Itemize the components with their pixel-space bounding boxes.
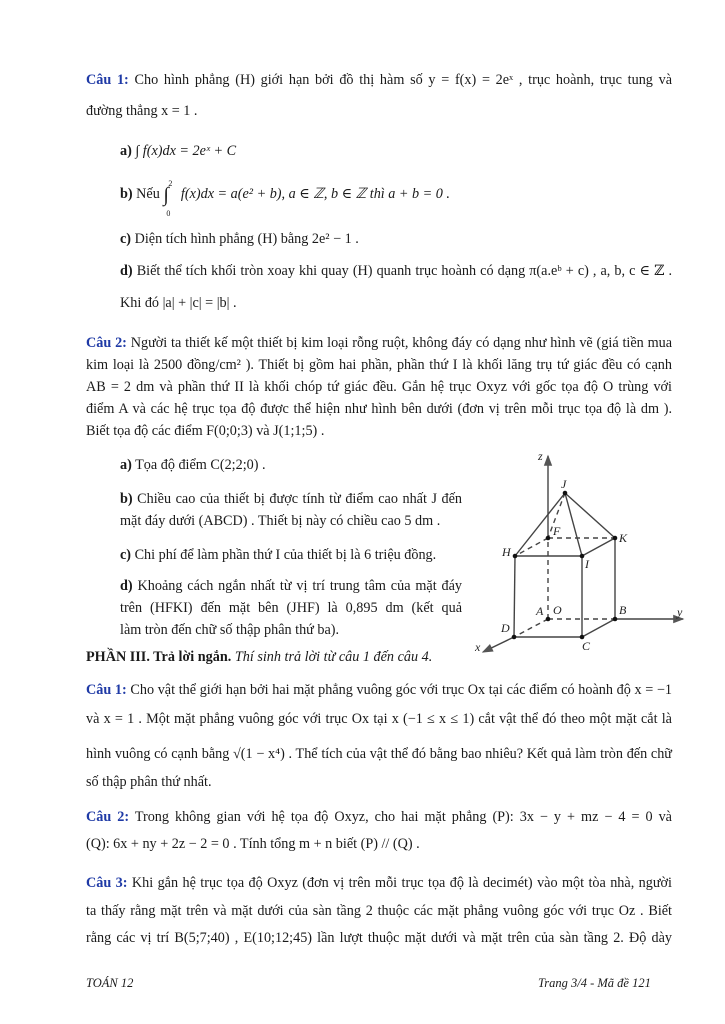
question-label: Câu 3: xyxy=(86,875,128,891)
edge-JI xyxy=(565,493,582,556)
point-H xyxy=(513,554,518,559)
q1-option-a xyxy=(120,141,236,161)
integral-upper-limit: 2 xyxy=(168,179,173,188)
q2-line1 xyxy=(86,333,672,353)
label-F: F xyxy=(553,524,561,538)
option-label: c) xyxy=(120,231,132,247)
footer-subject: TOÁN 12 xyxy=(86,976,134,990)
label-D: D xyxy=(501,621,510,635)
x-axis xyxy=(483,637,514,652)
edge-AD xyxy=(514,619,548,637)
label-J: J xyxy=(561,477,567,491)
part3-heading xyxy=(86,647,432,667)
q2-option-b xyxy=(120,489,462,509)
q-text: Trong không gian với hệ tọa độ Oxyz, cho hai mặt phẳng (P): 3x − y + mz − 4 = 0 và xyxy=(134,809,672,825)
option-label: d) xyxy=(120,578,133,594)
p3-q1-line4: số thập phân thứ nhất. xyxy=(86,774,212,790)
question-label: Câu 1: xyxy=(86,72,129,88)
q2-line5: Biết tọa độ các điểm F(0;0;3) và J(1;1;5) . xyxy=(86,423,325,439)
option-text: ∫ f(x)dx = 2eˣ + C xyxy=(135,143,237,159)
p3-q3-line1 xyxy=(86,873,672,893)
part3-subtitle: . Trả lời ngắn. xyxy=(146,649,232,665)
part3-title: PHẦN III xyxy=(86,649,147,665)
option-label: b) xyxy=(120,491,133,507)
option-label: a) xyxy=(120,143,132,159)
point-D xyxy=(512,635,517,640)
edge-IK xyxy=(582,538,615,556)
label-C: C xyxy=(582,639,591,653)
q1-option-b xyxy=(120,179,450,218)
question-label: Câu 2: xyxy=(86,809,130,825)
footer-page-info: Trang 3/4 - Mã đề 121 xyxy=(538,976,651,990)
label-K: K xyxy=(619,531,628,545)
p3-q2-line2: (Q): 6x + ny + 2z − 2 = 0 . Tính tổng m + n biết (P) // (Q) . xyxy=(86,836,420,852)
option-text: Diện tích hình phẳng (H) bằng 2e² − 1 . xyxy=(134,231,359,247)
option-text: Chi phí để làm phần thứ I của thiết bị là 6 triệu đồng. xyxy=(134,547,437,563)
edge-CB xyxy=(582,619,615,637)
q2-option-c xyxy=(120,545,436,565)
integral-sign: ∫ 2 0 xyxy=(163,184,177,205)
label-H: H xyxy=(502,545,511,559)
edge-FH xyxy=(515,538,548,556)
label-I: I xyxy=(585,557,589,571)
label-A: A xyxy=(536,604,544,618)
q2-line2: kim loại là 2500 đồng/cm² ). Thiết bị gồm hai phần, phần thứ I là khối lăng trụ tứ giác đều có cạnh xyxy=(86,357,672,373)
label-O: O xyxy=(553,603,562,617)
p3-q2-line1 xyxy=(86,807,672,827)
q2-text: Người ta thiết kế một thiết bị kim loại rỗng ruột, không đáy có dạng như hình vẽ (giá tiền mua xyxy=(130,335,672,351)
edge-JK xyxy=(565,493,615,538)
q2-option-d-line3: làm tròn đến chữ số thập phân thứ ba). xyxy=(120,622,340,638)
q-text: Khi gắn hệ trục tọa độ Oxyz (đơn vị trên mỗi trục tọa độ là decimét) vào một tòa nhà, người xyxy=(131,875,672,891)
option-text: Biết thể tích khối tròn xoay khi quay (H) quanh trục hoành có dạng π(a.eᵇ + c) , a, b, c ∈ ℤ . xyxy=(136,263,673,279)
q1-option-d xyxy=(120,261,672,281)
option-label: b) xyxy=(120,186,133,202)
q-text: Cho vật thể giới hạn bởi hai mặt phẳng vuông góc với trục Ox tại các điểm có hoành độ x = −1 xyxy=(130,682,672,698)
p3-q1-line3: hình vuông có cạnh bằng √(1 − x⁴) . Thể tích của vật thể đó bằng bao nhiêu? Kết quả làm tròn đến chữ xyxy=(86,746,672,762)
label-B: B xyxy=(619,603,627,617)
option-text: Tọa độ điểm C(2;2;0) . xyxy=(135,457,266,473)
point-J xyxy=(563,491,568,496)
q2-line4: điểm A và các hệ trục tọa độ được thể hiện như hình bên dưới (đơn vị trên mỗi trục tọa độ là dm ). xyxy=(86,401,672,417)
q2-option-d-line2: trên (HFKI) đến mặt bên (JHF) là 0,895 dm (kết quả xyxy=(120,600,462,616)
p3-q1-line2: và x = 1 . Một mặt phẳng vuông góc với trục Ox tại x (−1 ≤ x ≤ 1) cắt vật thể đó theo một mặt cắt là xyxy=(86,711,672,727)
q1-intro-line2: đường thẳng x = 1 . xyxy=(86,103,198,119)
point-I xyxy=(580,554,585,559)
p3-q3-line3: rằng các vị trí B(5;7;40) , E(10;12;45) lần lượt thuộc mặt dưới và mặt trên của sàn tầng 2. Độ dày xyxy=(86,930,672,946)
point-F xyxy=(546,536,551,541)
question-label: Câu 1: xyxy=(86,682,127,698)
integral-lower-limit: 0 xyxy=(166,209,171,218)
geometry-figure xyxy=(470,445,700,660)
q2-option-b-line2: mặt đáy dưới (ABCD) . Thiết bị này có chiều cao 5 dm . xyxy=(120,513,441,529)
q1-option-c xyxy=(120,229,359,249)
q2-line3: AB = 2 dm và phần thứ II là khối chóp tứ giác đều. Gắn hệ trục Oxyz với gốc tọa độ O trùng với xyxy=(86,379,672,395)
option-label: a) xyxy=(120,457,132,473)
q2-option-a xyxy=(120,455,266,475)
p3-q3-line2: ta thấy rằng mặt trên và mặt dưới của sàn tầng 2 thuộc các mặt phẳng vuông góc với trục Oz . Biết xyxy=(86,903,672,919)
point-K xyxy=(613,536,618,541)
q1-option-d-line2: Khi đó |a| + |c| = |b| . xyxy=(120,295,237,311)
edge-HD xyxy=(514,556,515,637)
question-label: Câu 2: xyxy=(86,335,127,351)
part3-instruction: Thí sinh trả lời từ câu 1 đến câu 4. xyxy=(234,649,433,665)
q1-intro-line1 xyxy=(86,70,672,90)
option-label: c) xyxy=(120,547,132,563)
option-text: f(x)dx = a(e² + b), a ∈ ℤ, b ∈ ℤ thì a + b = 0 . xyxy=(180,186,450,202)
option-text: Chiều cao của thiết bị được tính từ điểm cao nhất J đến xyxy=(137,491,462,507)
label-z: z xyxy=(538,449,543,463)
point-A xyxy=(546,617,551,622)
p3-q1-line1 xyxy=(86,680,672,700)
q1-text: Cho hình phẳng (H) giới hạn bởi đồ thị hàm số y = f(x) = 2eˣ , trục hoành, trục tung và xyxy=(134,72,672,88)
q2-option-d xyxy=(120,576,462,596)
option-prefix: Nếu xyxy=(136,186,160,202)
option-text: Khoảng cách ngắn nhất từ vị trí trung tâm của mặt đáy xyxy=(137,578,463,594)
label-x: x xyxy=(475,640,481,654)
point-B xyxy=(613,617,618,622)
option-label: d) xyxy=(120,263,133,279)
label-y: y xyxy=(677,605,683,619)
